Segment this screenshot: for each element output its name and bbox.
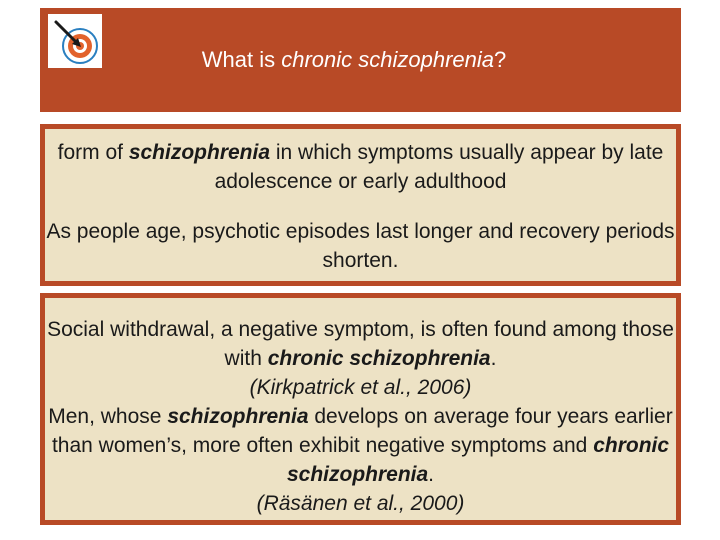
- definition-text: form of schizophrenia in which symptoms usually appear by late adolescence or early adulthood: [57, 141, 664, 193]
- definition-box: [40, 124, 681, 286]
- citation-1: (Kirkpatrick et al., 2006): [249, 376, 472, 399]
- aging-text: As people age, psychotic episodes last longer and recovery periods shorten.: [46, 220, 675, 272]
- citation-2: (Räsänen et al., 2000): [256, 492, 465, 515]
- page-title: What is chronic schizophrenia?: [201, 47, 507, 72]
- research-box: [40, 293, 681, 525]
- target-icon: [48, 14, 102, 68]
- research-finding-2: Men, whose schizophrenia develops on average four years earlier than women’s, more often exhibit negative symptoms and chronic schizophrenia.: [48, 405, 673, 486]
- research-finding-1: Social withdrawal, a negative symptom, is often found among those with chronic schizophrenia.: [47, 318, 674, 370]
